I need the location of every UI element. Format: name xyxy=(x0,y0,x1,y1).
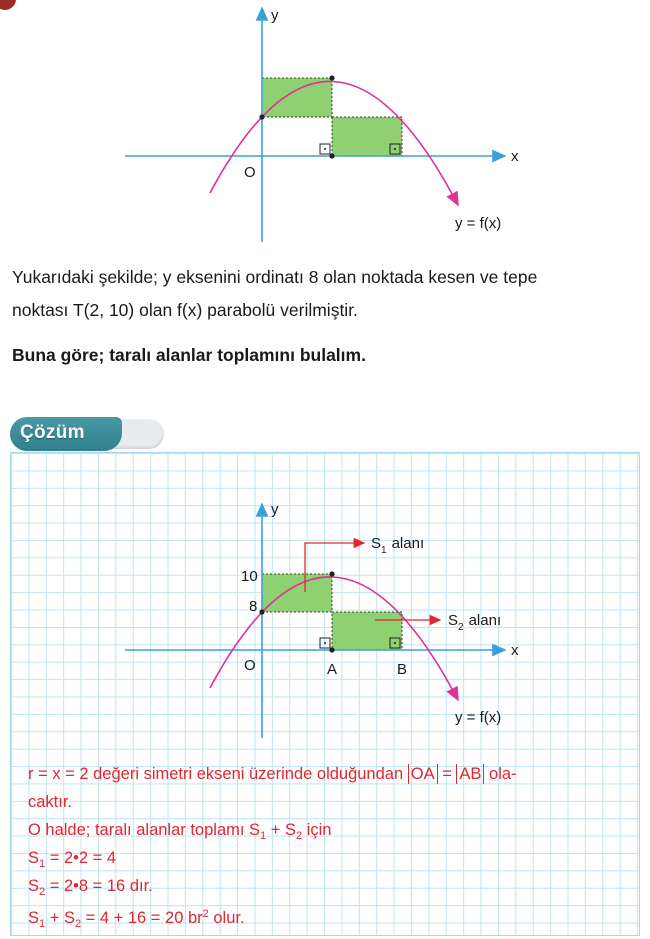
right-angle-dot xyxy=(324,642,326,644)
point-a-label: A xyxy=(327,661,338,678)
curve-label: y = f(x) xyxy=(455,709,502,726)
vertex-point xyxy=(329,571,334,576)
y-axis-label: y xyxy=(271,7,279,24)
problem-line-2: noktası T(2, 10) olan f(x) parabolü verilmiştir. xyxy=(12,300,358,320)
s2-label: $S_2$ alanı xyxy=(448,612,502,633)
y-axis-label: y xyxy=(271,501,279,518)
tick-label-8: 8 xyxy=(249,598,258,615)
x-axis-label: x xyxy=(511,642,519,659)
s1-shaded-rect xyxy=(262,574,332,612)
right-angle-dot xyxy=(394,642,396,644)
point-b-label: B xyxy=(397,661,408,678)
abs-oa: OA xyxy=(408,764,438,784)
origin-label: O xyxy=(244,164,256,181)
s1-label: $S_1$ alanı xyxy=(371,535,425,556)
y-intercept-point xyxy=(259,609,264,614)
solution-line-3: O halde; taralı alanlar toplamı $S_1 + S_2$ için xyxy=(28,821,332,842)
solution-line-4: $S_1$ = 2•2 = 4 xyxy=(28,849,117,870)
curve-label: y = f(x) xyxy=(455,215,502,232)
problem-line-1: Yukarıdaki şekilde; y eksenini ordinatı 8 olan noktada kesen ve tepe xyxy=(12,267,538,287)
solution-line-1: r = x = 2 değeri simetri ekseni üzerinde olduğundan OA = AB ola- xyxy=(28,765,517,783)
point-a xyxy=(329,647,334,652)
solution-line-5: $S_2$ = 2•8 = 16 dır. xyxy=(28,877,153,898)
problem-question: Buna göre; taralı alanlar toplamını bulalım. xyxy=(12,345,366,365)
s2-shaded-rect xyxy=(332,612,402,650)
x-axis-label: x xyxy=(511,148,519,165)
abs-ab: AB xyxy=(456,764,484,784)
cozum-label: Çözüm xyxy=(20,422,85,443)
origin-label: O xyxy=(244,657,256,674)
solution-line-2: caktır. xyxy=(28,793,73,811)
tick-label-10: 10 xyxy=(241,568,258,585)
solution-line-6: $S_1 + S_2 = 4 + 16 = 20$ $br^2$ olur. xyxy=(28,908,245,930)
